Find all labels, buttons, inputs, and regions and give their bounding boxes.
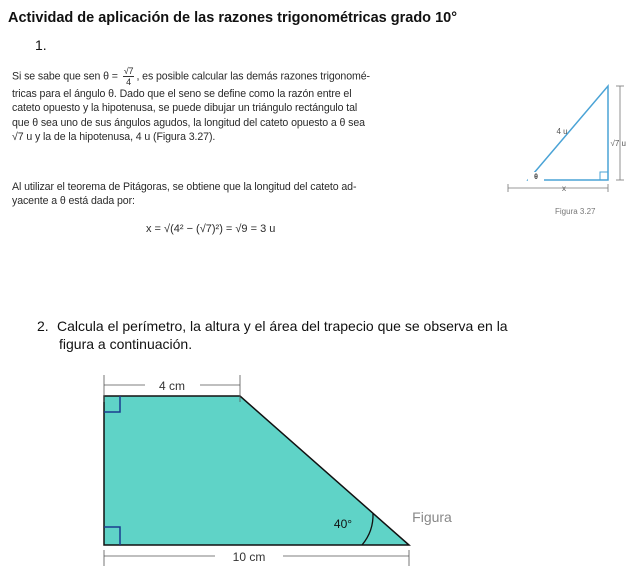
theta-label: θ xyxy=(534,174,538,181)
angle-label: 40° xyxy=(333,517,353,531)
trapezoid-shape xyxy=(104,396,409,545)
paragraph-1-line-1 xyxy=(12,66,442,87)
page-title: Actividad de aplicación de las razones trigonométricas grado 10° xyxy=(8,10,457,26)
p1-line1-start: Si se sabe que sen θ = xyxy=(12,70,121,83)
paragraph-1-line-3: cateto opuesto y la hipotenusa, se puede dibujar un triángulo rectángulo tal xyxy=(12,102,358,115)
triangle-right-angle-mark xyxy=(600,172,608,180)
trapezoid-figure xyxy=(95,372,475,567)
paragraph-1-line-4: que θ sea uno de sus ángulos agudos, la longitud del cateto opuesto a θ sea xyxy=(12,116,365,129)
fraction-denominator: 4 xyxy=(126,77,132,87)
figure-3-27-triangle xyxy=(480,80,630,210)
paragraph-2 xyxy=(12,180,442,209)
adjacent-label: x xyxy=(562,184,566,193)
paragraph-1-line-2: tricas para el ángulo θ. Dado que el seno se define como la razón entre el xyxy=(12,88,352,100)
p1-line1-end: , es posible calcular las demás razones trigonomé- xyxy=(136,70,370,83)
opposite-label: √7 u xyxy=(610,139,626,148)
item-2-question xyxy=(37,317,597,353)
bottom-base-label: 10 cm xyxy=(232,550,266,564)
top-base-label: 4 cm xyxy=(158,379,186,393)
item-2-line-2: figura a continuación. xyxy=(59,336,193,352)
pythagoras-equation: x = √(4² − (√7)²) = √9 = 3 u xyxy=(146,223,276,235)
figure-3-27-caption: Figura 3.27 xyxy=(555,207,596,216)
item-2-number: 2. xyxy=(37,318,49,334)
paragraph-1-line-5: √7 u y la de la hipotenusa, 4 u (Figura 3.27). xyxy=(12,131,216,144)
item-2-line-1: Calcula el perímetro, la altura y el área del trapecio que se observa en la xyxy=(57,318,508,334)
paragraph-2-line-2: yacente a θ está dada por: xyxy=(12,195,135,208)
paragraph-1 xyxy=(12,66,442,145)
sine-fraction xyxy=(123,66,135,87)
fraction-numerator: √7 xyxy=(123,66,134,76)
item-1-number: 1. xyxy=(35,37,47,53)
trapezoid-figure-caption: Figura xyxy=(412,509,452,525)
right-triangle-shape xyxy=(528,86,608,180)
paragraph-2-line-1: Al utilizar el teorema de Pitágoras, se obtiene que la longitud del cateto ad- xyxy=(12,181,357,193)
hypotenuse-label: 4 u xyxy=(556,127,568,136)
